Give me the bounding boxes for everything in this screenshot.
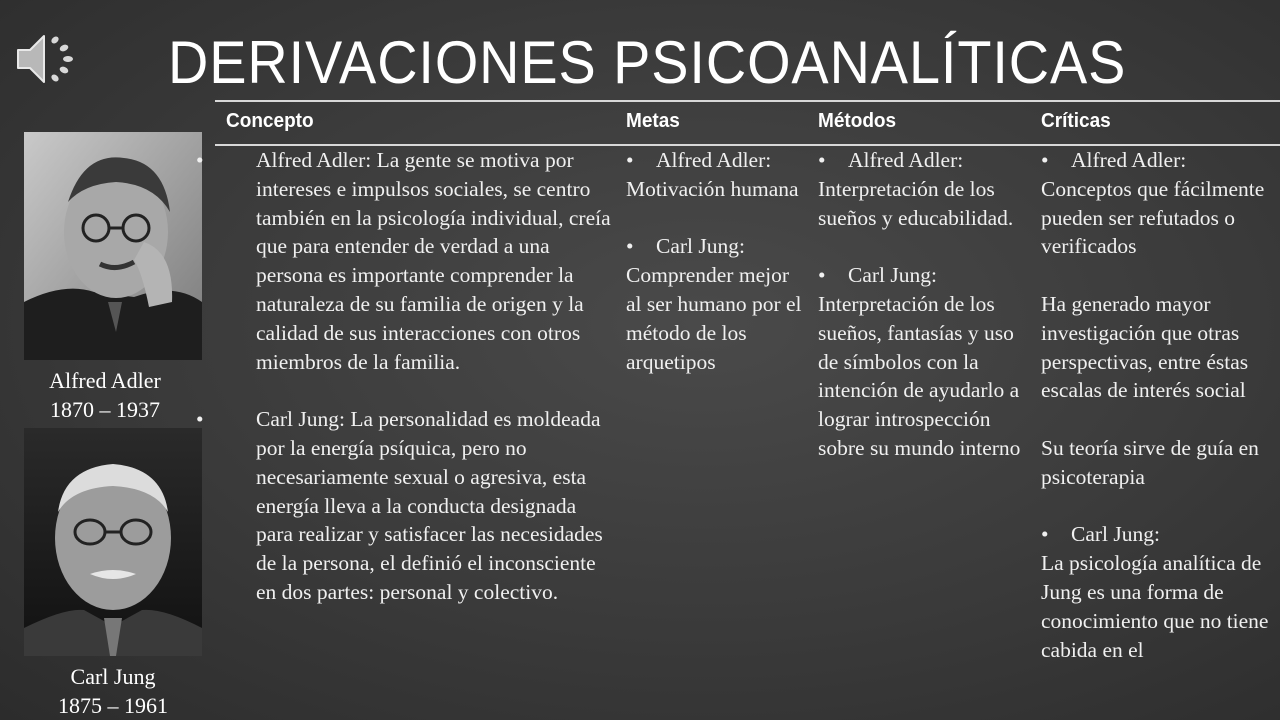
metas-adler: Alfred Adler: Motivación humana xyxy=(626,148,799,201)
criticas-jung-p1: La psicología analítica de Jung es una forma de conocimiento que no tiene cabida en el xyxy=(1041,551,1269,662)
column-concepto xyxy=(196,146,611,607)
criticas-adler: Alfred Adler: Conceptos que fácilmente pueden ser refutados o verificados xyxy=(1041,148,1265,259)
list-item: • Carl Jung: xyxy=(1041,522,1160,547)
comparison-table xyxy=(196,100,1280,720)
list-item: • Alfred Adler: Interpretación de los sueños y educabilidad. xyxy=(818,148,1014,230)
concepto-adler: Alfred Adler: La gente se motiva por intereses e impulsos sociales, se centro también en la psicología individual, creía que para entender de verdad a una persona es importante comprender la naturaleza de su familia de origen y la calidad de sus interacciones con otros miembros de la familia. xyxy=(256,148,611,374)
list-item: • Carl Jung: Interpretación de los sueños, fantasías y uso de símbolos con la intención de ayudarlo a lograr introspección sobre su mundo interno xyxy=(818,263,1021,460)
list-item: • Carl Jung: La personalidad es moldeada por la energía psíquica, pero no necesariamente sexual o agresiva, esta energía lleva a la conducta designada para realizar y satisfacer las necesidades de la persona, el definió el inconsciente en dos partes: personal y colectivo. xyxy=(196,407,603,604)
criticas-adler-p2: Ha generado mayor investigación que otras perspectivas, entre éstas escalas de interés social xyxy=(1041,291,1249,403)
jung-years: 1875 – 1961 xyxy=(58,693,168,718)
metodos-jung: Carl Jung: Interpretación de los sueños, fantasías y uso de símbolos con la intención de ayudarlo a lograr introspección sobre su mundo interno xyxy=(818,263,1021,460)
alfred-adler-photo xyxy=(24,132,202,360)
table-header xyxy=(215,100,1280,146)
header-metas: Metas xyxy=(626,110,680,132)
header-metodos: Métodos xyxy=(818,110,897,132)
list-item: • Carl Jung: Comprender mejor al ser humano por el método de los arquetipos xyxy=(626,234,802,374)
list-item: • Alfred Adler: Conceptos que fácilmente pueden ser refutados o verificados xyxy=(1041,148,1265,259)
slide-title: DERIVACIONES PSICOANALÍTICAS xyxy=(168,29,1127,96)
adler-caption xyxy=(16,366,194,424)
header-concepto: Concepto xyxy=(226,110,314,132)
jung-caption xyxy=(24,662,202,720)
column-metodos xyxy=(818,146,1033,463)
header-criticas: Críticas xyxy=(1041,110,1111,132)
list-item: • Alfred Adler: Motivación humana xyxy=(626,148,799,201)
adler-name: Alfred Adler xyxy=(49,368,161,393)
metas-jung: Carl Jung: Comprender mejor al ser humano por el método de los arquetipos xyxy=(626,234,802,374)
speaker-icon[interactable] xyxy=(14,28,80,90)
adler-years: 1870 – 1937 xyxy=(50,397,160,422)
criticas-adler-p3: Su teoría sirve de guía en psicoterapia xyxy=(1041,435,1259,489)
column-metas xyxy=(626,146,804,376)
column-criticas xyxy=(1041,146,1277,664)
carl-jung-photo xyxy=(24,428,202,656)
jung-name: Carl Jung xyxy=(70,664,156,689)
concepto-jung: Carl Jung: La personalidad es moldeada por la energía psíquica, pero no necesariamente sexual o agresiva, esta energía lleva a la conducta designada para realizar y satisfacer las necesidades de la persona, el definió el inconsciente en dos partes: personal y colectivo. xyxy=(256,407,603,604)
criticas-jung: Carl Jung: xyxy=(1071,522,1160,547)
list-item: • Alfred Adler: La gente se motiva por intereses e impulsos sociales, se centro también en la psicología individual, creía que para entender de verdad a una persona es importante comprender la naturaleza de su familia de origen y la calidad de sus interacciones con otros miembros de la familia. xyxy=(196,148,611,374)
metodos-adler: Alfred Adler: Interpretación de los sueños y educabilidad. xyxy=(818,148,1014,230)
